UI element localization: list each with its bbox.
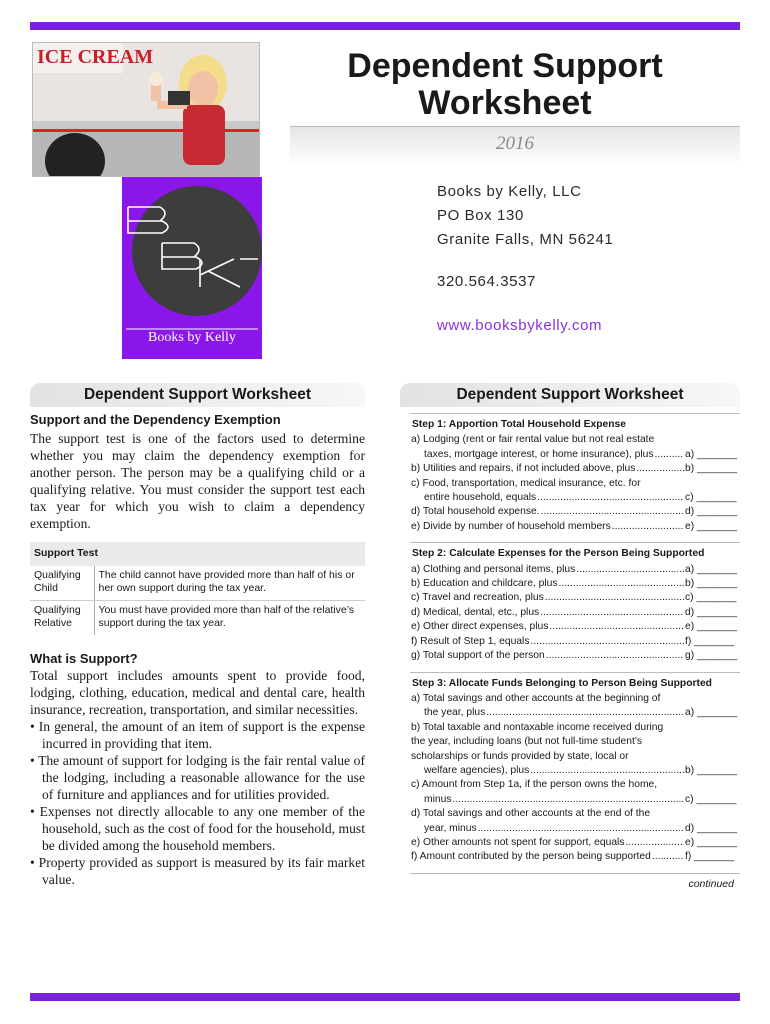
step3-b-line3: scholarships or funds provided by state, local or (411, 750, 629, 762)
worksheet-line: b) Education and childcare, plus ..... b) _______ (410, 577, 740, 591)
continued-label: continued (410, 873, 740, 891)
answer-blank[interactable]: a) _______ (685, 707, 738, 719)
row-value: The child cannot have provided more than half of his or her own support during the tax year. (94, 566, 365, 601)
po-box: PO Box 130 (437, 207, 524, 224)
answer-blank[interactable]: e) _______ (685, 520, 738, 532)
ice-cream-photo (32, 42, 260, 177)
worksheet-line: f) Result of Step 1, equals ..... f) _______ (410, 635, 740, 649)
step1-title: Step 1: Apportion Total Household Expense (410, 413, 740, 433)
table-row (30, 566, 365, 601)
support-bullets (30, 718, 365, 888)
row-key: Qualifying Relative (30, 600, 94, 635)
website-link[interactable]: www.booksbykelly.com (437, 317, 603, 334)
answer-blank[interactable]: c) _______ (685, 592, 737, 604)
answer-blank[interactable]: c) _______ (685, 793, 737, 805)
step3-a-line1: a) Total savings and other accounts at the beginning of (411, 692, 661, 704)
worksheet-line: welfare agencies), plus ..... b) _______ (410, 764, 740, 778)
support-test-header: Support Test (30, 542, 365, 566)
worksheet-line: taxes, mortgage interest, or home insurance), plus ..... a) _______ (410, 448, 740, 462)
answer-blank[interactable]: f) _______ (685, 635, 735, 647)
year-band (290, 126, 740, 166)
logo-tagline: Books by Kelly (148, 330, 236, 345)
answer-blank[interactable]: d) _______ (685, 822, 738, 834)
top-accent-bar (30, 22, 740, 30)
worksheet-line: e) Other direct expenses, plus ..... e) _______ (410, 620, 740, 634)
row-key: Qualifying Child (30, 566, 94, 601)
worksheet-line: f) Amount contributed by the person being supported ..... f) _______ (410, 850, 740, 864)
answer-blank[interactable]: a) _______ (685, 448, 738, 460)
page-title (300, 48, 710, 122)
step3-d-line1: d) Total savings and other accounts at the end of the (411, 808, 651, 820)
photo-sign-text: ICE CREAM (37, 46, 154, 68)
right-column-heading: Dependent Support Worksheet (400, 383, 740, 407)
company-name: Books by Kelly, LLC (437, 183, 582, 200)
what-is-support-heading: What is Support? (30, 650, 138, 666)
worksheet-line: year, minus ..... d) _______ (410, 822, 740, 836)
worksheet-line: minus ..... c) _______ (410, 793, 740, 807)
year-label: 2016 (496, 133, 534, 154)
list-item: • In general, the amount of an item of support is the expense incurred in providing that item. (30, 718, 365, 751)
support-exemption-heading: Support and the Dependency Exemption (30, 412, 281, 427)
answer-blank[interactable]: d) _______ (685, 606, 738, 618)
list-item: • The amount of support for lodging is the fair rental value of the lodging, including a reasonable allowance for the use of furniture and appliances and for utilities provided. (30, 752, 365, 802)
support-test-table (30, 542, 365, 635)
books-by-kelly-logo (122, 177, 262, 359)
list-item: • Expenses not directly allocable to any one member of the household, such as the cost of food for the household, must be divided among the household members. (30, 803, 365, 853)
step1-c-line1: c) Food, transportation, medical insurance, etc. for (411, 477, 641, 489)
answer-blank[interactable]: d) _______ (685, 506, 738, 518)
step2-title: Step 2: Calculate Expenses for the Person Being Supported (410, 542, 740, 562)
left-column (30, 412, 365, 888)
step1-a-line1: a) Lodging (rent or fair rental value but not real estate (411, 434, 655, 446)
phone-number: 320.564.3537 (437, 273, 536, 290)
worksheet-line: entire household, equals ..... c) _______ (410, 491, 740, 505)
worksheet (410, 413, 740, 891)
answer-blank[interactable]: a) _______ (685, 563, 738, 575)
row-value: You must have provided more than half of the relative’s support during the tax year. (98, 603, 355, 629)
what-is-support-paragraph: Total support includes amounts spent to provide food, lodging, clothing, education, medical and dental care, health insurance, recreation, transportation, and similar necessities. (30, 667, 365, 717)
worksheet-line: g) Total support of the person ..... g) _______ (410, 649, 740, 663)
step3-b-line1: b) Total taxable and nontaxable income received during (411, 721, 664, 733)
worksheet-line: the year, plus ..... a) _______ (410, 706, 740, 720)
support-exemption-paragraph: The support test is one of the factors used to determine whether you may claim the dependency exemption for another person. The person may be a qualifying child or a qualifying relative. You must consider the support test each tax year for which you wish to claim a dependency exemption. (30, 431, 365, 531)
answer-blank[interactable]: f) _______ (685, 851, 735, 863)
worksheet-line: b) Utilities and repairs, if not included above, plus ..... b) _______ (410, 462, 740, 476)
worksheet-line: c) Travel and recreation, plus ..... c) _______ (410, 591, 740, 605)
worksheet-line: e) Other amounts not spent for support, equals ..... e) _______ (410, 836, 740, 850)
list-item: • Property provided as support is measured by its fair market value. (30, 854, 365, 887)
step3-title: Step 3: Allocate Funds Belonging to Person Being Supported (410, 672, 740, 692)
left-column-heading: Dependent Support Worksheet (30, 383, 365, 407)
bottom-accent-bar (30, 993, 740, 1001)
step3-c-line1: c) Amount from Step 1a, if the person owns the home, (411, 779, 658, 791)
table-row (30, 600, 365, 635)
answer-blank[interactable]: e) _______ (685, 621, 738, 633)
answer-blank[interactable]: g) _______ (685, 650, 738, 662)
worksheet-line: d) Medical, dental, etc., plus ..... d) _______ (410, 606, 740, 620)
answer-blank[interactable]: c) _______ (685, 492, 737, 504)
step3-b-line2: the year, including loans (but not full-time student’s (411, 736, 643, 748)
title-line-2: Worksheet (418, 84, 592, 122)
title-line-1: Dependent Support (347, 47, 663, 85)
worksheet-line: a) Clothing and personal items, plus ..... a) _______ (410, 563, 740, 577)
answer-blank[interactable]: b) _______ (685, 764, 738, 776)
answer-blank[interactable]: b) _______ (685, 463, 738, 475)
worksheet-line: d) Total household expense. ..... d) _______ (410, 505, 740, 519)
answer-blank[interactable]: b) _______ (685, 578, 738, 590)
city-state-zip: Granite Falls, MN 56241 (437, 231, 614, 248)
worksheet-line: e) Divide by number of household members ..... e) _______ (410, 520, 740, 534)
answer-blank[interactable]: e) _______ (685, 836, 738, 848)
